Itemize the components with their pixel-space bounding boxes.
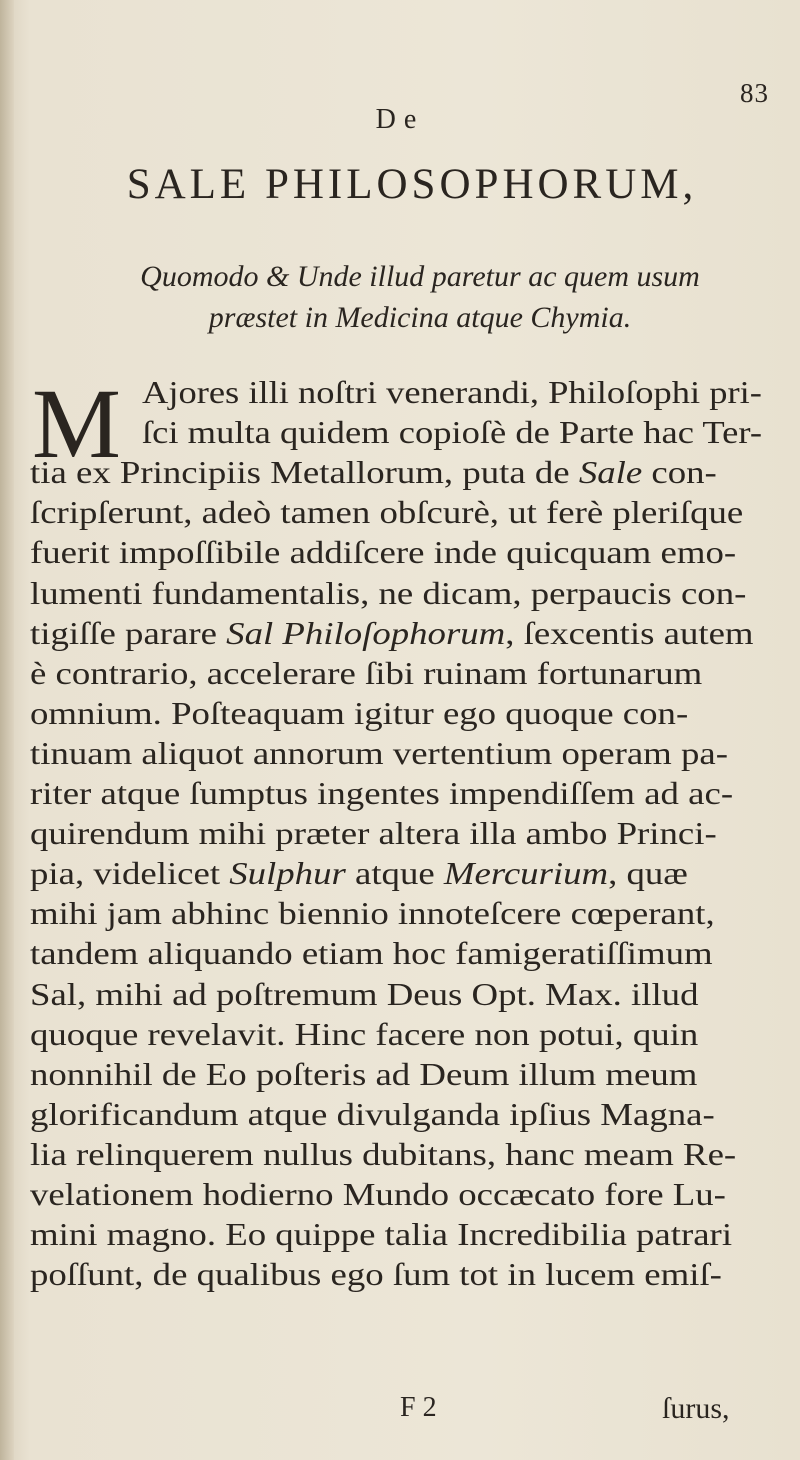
- text-line: [30, 693, 688, 733]
- text-run: tia ex Principiis Metallorum, puta de: [30, 454, 579, 491]
- text-line: [30, 813, 717, 853]
- text-line: [30, 573, 746, 613]
- page-number: 83: [740, 78, 769, 108]
- text-line: [30, 893, 715, 933]
- text-run: nonnihil de Eo poſteris ad Deum illum meum: [30, 1055, 698, 1092]
- text-line: [30, 733, 728, 773]
- text-run: quoque revelavit. Hinc facere non potui, quin: [30, 1015, 699, 1052]
- italic-term: Sale: [578, 454, 643, 491]
- text-run: atque: [345, 855, 444, 892]
- text-run: glorificandum atque divulganda ipſius Magna-: [30, 1095, 715, 1132]
- chapter-title: SALE PHILOSOPHORUM,: [126, 161, 698, 208]
- text-run: ſci multa quidem copioſè de Parte hac Ter-: [142, 414, 762, 451]
- italic-term: Sal Philoſophorum: [226, 614, 506, 651]
- text-run: , ſexcentis autem: [505, 614, 754, 651]
- text-line: [30, 1054, 697, 1094]
- text-run: quirendum mihi præter altera illa ambo Princi-: [30, 815, 717, 852]
- text-run: pia, videlicet: [30, 855, 230, 892]
- text-run: fuerit impoſſibile addiſcere inde quicquam emo-: [30, 534, 737, 571]
- text-run: lumenti fundamentalis, ne dicam, perpaucis con-: [30, 574, 747, 611]
- text-run: poſſunt, de qualibus ego ſum tot in lucem emiſ-: [30, 1256, 722, 1293]
- text-line: [30, 613, 754, 653]
- text-line: [142, 412, 762, 452]
- text-line: [30, 1254, 722, 1294]
- page-spine-shadow: [0, 0, 14, 1460]
- text-line: [30, 853, 688, 893]
- catchword: ſurus,: [662, 1392, 730, 1425]
- text-run: tigiſſe parare: [30, 614, 227, 651]
- drop-cap: M: [32, 368, 121, 479]
- text-run: mihi jam abhinc biennio innoteſcere cœperant,: [30, 895, 715, 932]
- text-line: [30, 1134, 736, 1174]
- text-run: riter atque ſumptus ingentes impendiſſem ad ac-: [30, 775, 734, 811]
- text-run: lia relinquerem nullus dubitans, hanc meam Re-: [30, 1135, 737, 1172]
- heading-de: De: [375, 104, 425, 135]
- text-line: [30, 452, 717, 492]
- text-run: tinuam aliquot annorum vertentium operam pa-: [30, 734, 728, 771]
- italic-term: Sulphur: [229, 855, 346, 892]
- text-line: [30, 1214, 732, 1254]
- text-run: mini magno. Eo quippe talia Incredibilia patrari: [30, 1216, 733, 1253]
- text-run: Ajores illi noſtri venerandi, Philoſophi pri-: [142, 374, 762, 410]
- text-run: con-: [642, 454, 717, 491]
- text-line: [142, 372, 762, 412]
- text-run: ſcripſerunt, adeò tamen obſcurè, ut ferè pleriſque: [30, 494, 744, 531]
- text-line: [30, 1174, 726, 1214]
- text-line: [30, 653, 702, 693]
- text-line: [30, 773, 733, 813]
- signature-mark: F 2: [400, 1392, 437, 1423]
- text-run: è contrario, accelerare ſibi ruinam fortunarum: [30, 654, 703, 691]
- text-run: Sal, mihi ad poſtremum Deus Opt. Max. illud: [30, 975, 699, 1012]
- text-line: [30, 1094, 715, 1134]
- italic-term: Mercurium: [443, 855, 609, 892]
- text-line: [30, 492, 743, 532]
- text-run: velationem hodierno Mundo occæcato fore Lu-: [30, 1176, 726, 1212]
- text-line: [30, 974, 698, 1014]
- subtitle-line-2: præstet in Medicina atque Chymia.: [208, 301, 632, 334]
- text-line: [30, 933, 713, 973]
- text-run: omnium. Poſteaquam igitur ego quoque con-: [30, 694, 689, 731]
- text-line: [30, 1014, 698, 1054]
- text-run: tandem aliquando etiam hoc famigeratiſſimum: [30, 935, 713, 972]
- text-line: [30, 532, 736, 572]
- text-run: , quæ: [608, 855, 688, 892]
- subtitle-line-1: Quomodo & Unde illud paretur ac quem usum: [140, 260, 700, 293]
